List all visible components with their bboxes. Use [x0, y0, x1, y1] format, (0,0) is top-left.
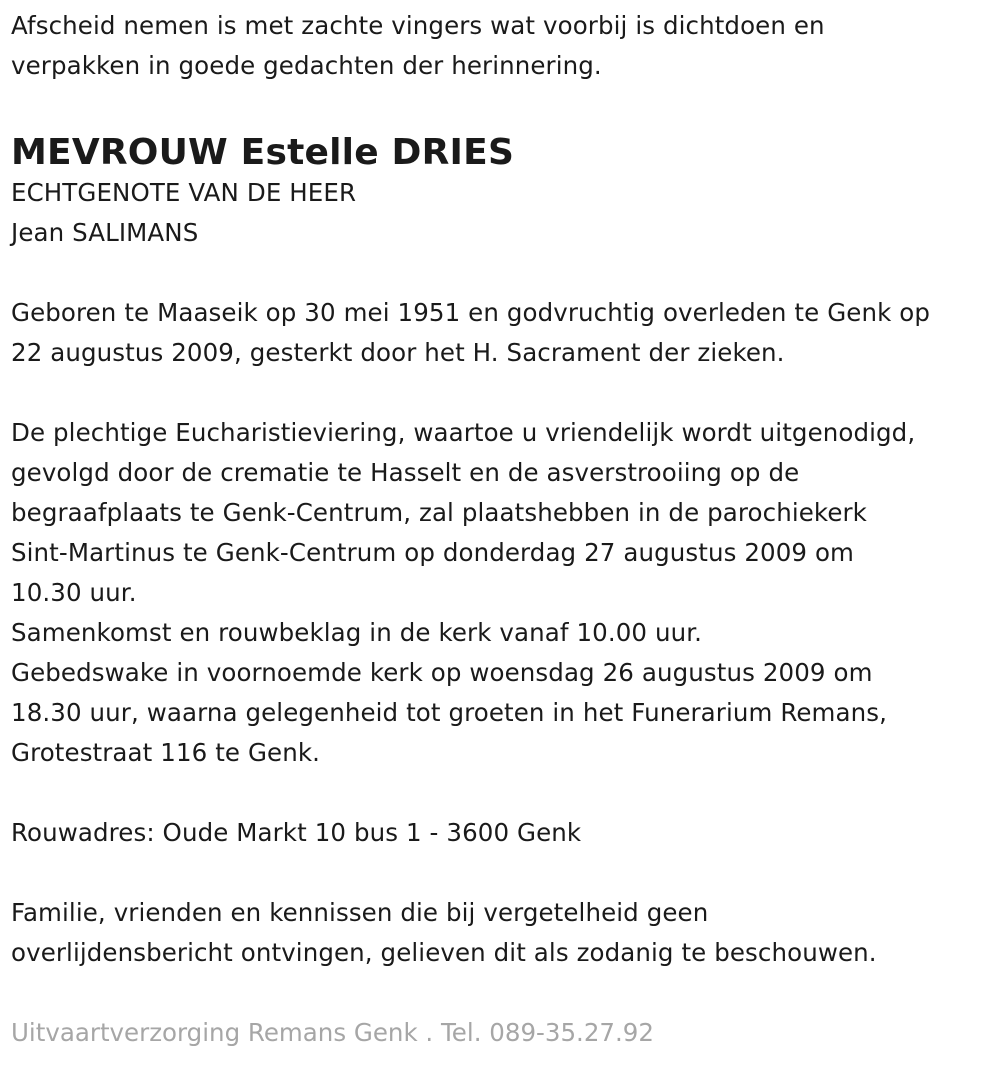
- ceremony-line: Samenkomst en rouwbeklag in de kerk vanaf 10.00 uur.: [11, 618, 703, 647]
- ceremony-line: 18.30 uur, waarna gelegenheid tot groeten in het Funerarium Remans,: [11, 698, 888, 727]
- mourning-address: Rouwadres: Oude Markt 10 bus 1 - 3600 Genk: [11, 818, 582, 847]
- spacer: [11, 773, 996, 813]
- notice-line: overlijdensbericht ontvingen, gelieven dit als zodanig te beschouwen.: [11, 938, 877, 967]
- obituary-document: [11, 6, 996, 973]
- ceremony-line: begraafplaats te Genk-Centrum, zal plaatshebben in de parochiekerk: [11, 498, 867, 527]
- ceremony-line: gevolgd door de crematie te Hasselt en de asverstrooiing op de: [11, 458, 800, 487]
- intro-line: verpakken in goede gedachten der herinnering.: [11, 51, 602, 80]
- spouse-block: [11, 173, 996, 253]
- birth-death-line: Geboren te Maaseik op 30 mei 1951 en godvruchtig overleden te Genk op: [11, 298, 930, 327]
- ceremony-paragraph: [11, 413, 996, 773]
- spouse-name: Jean SALIMANS: [11, 218, 199, 247]
- spacer: [11, 373, 996, 413]
- funeral-home-footer: Uitvaartverzorging Remans Genk . Tel. 089-35.27.92: [11, 1018, 654, 1047]
- ceremony-line: Grotestraat 116 te Genk.: [11, 738, 321, 767]
- birth-death-line: 22 augustus 2009, gesterkt door het H. Sacrament der zieken.: [11, 338, 785, 367]
- notice-paragraph: [11, 893, 996, 973]
- ceremony-line: De plechtige Eucharistieviering, waartoe u vriendelijk wordt uitgenodigd,: [11, 418, 916, 447]
- spouse-line: ECHTGENOTE VAN DE HEER: [11, 178, 357, 207]
- ceremony-line: Sint-Martinus te Genk-Centrum op donderdag 27 augustus 2009 om: [11, 538, 855, 567]
- intro-quote: [11, 6, 996, 86]
- spacer: [11, 853, 996, 893]
- spacer: [11, 253, 996, 293]
- intro-line: Afscheid nemen is met zachte vingers wat voorbij is dichtdoen en: [11, 11, 825, 40]
- birth-death-paragraph: [11, 293, 996, 373]
- ceremony-line: Gebedswake in voornoemde kerk op woensdag 26 augustus 2009 om: [11, 658, 873, 687]
- deceased-name: MEVROUW Estelle DRIES: [11, 132, 515, 173]
- ceremony-line: 10.30 uur.: [11, 578, 137, 607]
- notice-line: Familie, vrienden en kennissen die bij vergetelheid geen: [11, 898, 709, 927]
